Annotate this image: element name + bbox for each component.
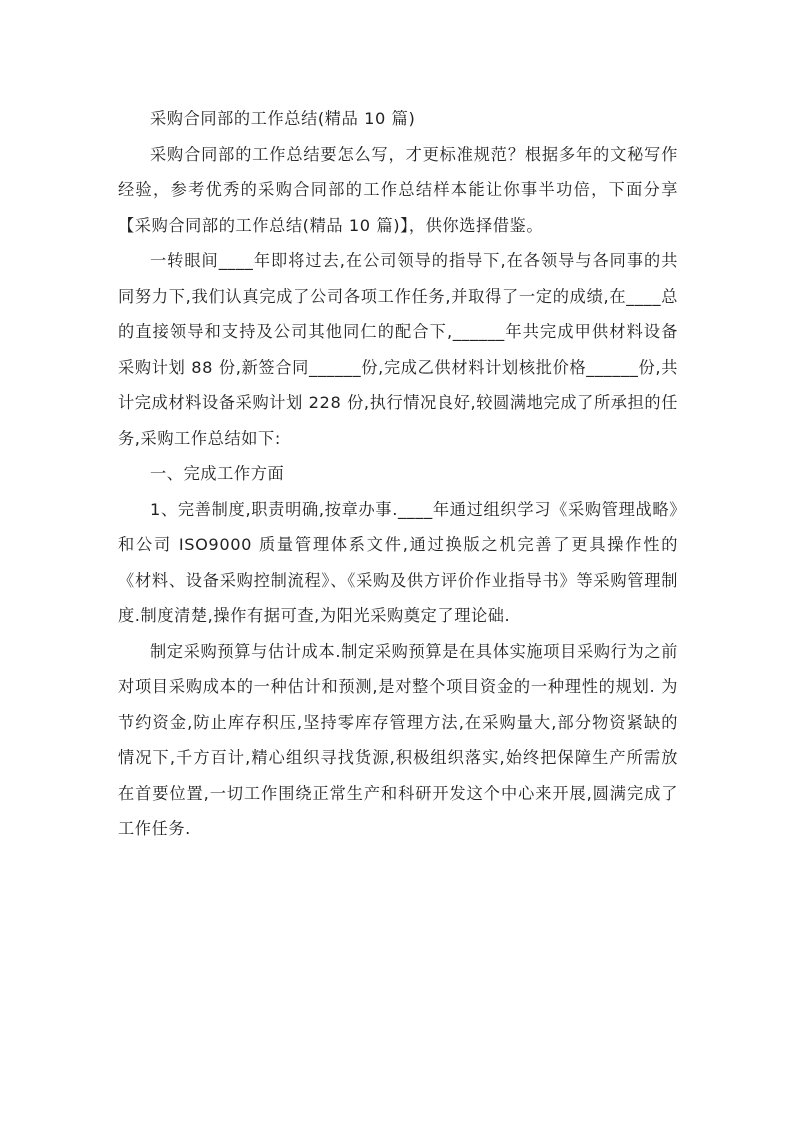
paragraph-budget: 制定采购预算与估计成本.制定采购预算是在具体实施项目采购行为之前对项目采购成本的一种估计和预测,是对整个项目资金的一种理性的规划. 为节约资金,防止库存积压,坚持零库存管理方法,在采购量大,部分物资紧缺的情况下,千方百计,精心组织寻找货源,积极组织落实,始终把保障生产所需放在首要位置,一切工作围绕正常生产和科研开发这个中心来开展,圆满完成了工作任务. <box>118 641 678 838</box>
document-body <box>118 101 678 847</box>
paragraph-item-1: 1、完善制度,职责明确,按章办事.____年通过组织学习《采购管理战略》和公司 ISO9000 质量管理体系文件,通过换版之机完善了更具操作性的《材料、设备采购控制流程》、《采购及供方评价作业指导书》等采购管理制度.制度清楚,操作有据可查,为阳光采购奠定了理论础. <box>118 499 678 625</box>
paragraph-intro: 采购合同部的工作总结要怎么写，才更标准规范？根据多年的文秘写作经验，参考优秀的采购合同部的工作总结样本能让你事半功倍，下面分享【采购合同部的工作总结(精品 10 篇)】，供你选择借鉴。 <box>118 144 678 235</box>
paragraph-overview: 一转眼间____年即将过去,在公司领导的指导下,在各领导与各同事的共同努力下,我们认真完成了公司各项工作任务,并取得了一定的成绩,在____总的直接领导和支持及公司其他同仁的配合下,______年共完成甲供材料设备采购计划 88 份,新签合同______份,完成乙供材料计划核批价格______份,共计完成材料设备采购计划 228 份,执行情况良好,较圆满地完成了所承担的任务,采购工作总结如下: <box>118 251 678 448</box>
document-title: 采购合同部的工作总结(精品 10 篇) <box>150 109 416 128</box>
section-heading: 一、完成工作方面 <box>150 464 285 483</box>
